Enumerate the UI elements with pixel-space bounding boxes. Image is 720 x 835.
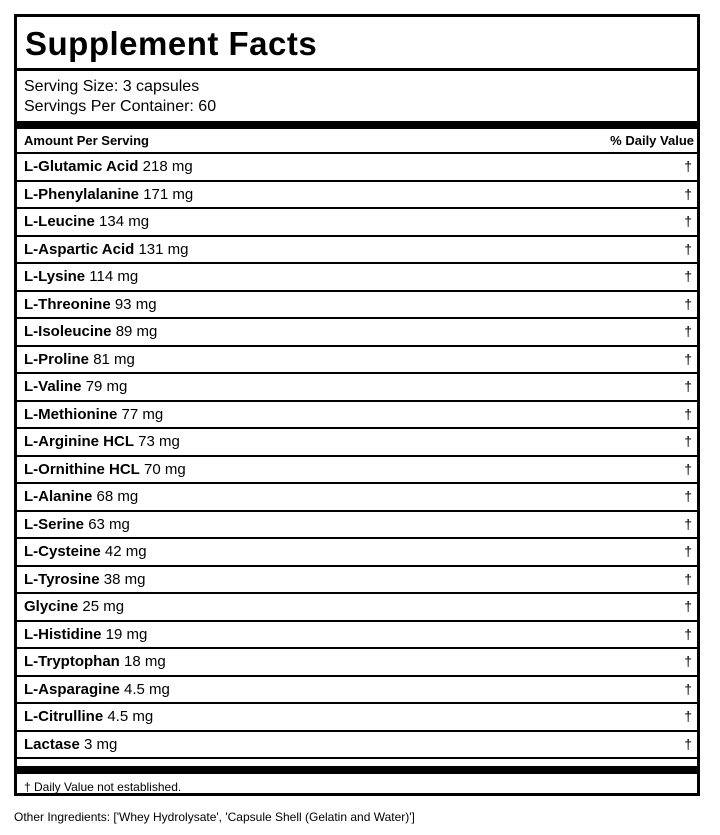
ingredient-name-amount bbox=[24, 319, 157, 344]
ingredient-name: L-Leucine bbox=[24, 213, 95, 230]
ingredient-name-amount bbox=[24, 704, 153, 729]
daily-value-dagger: † bbox=[684, 625, 692, 642]
daily-value-dagger: † bbox=[684, 735, 692, 752]
ingredient-name-amount bbox=[24, 402, 163, 427]
daily-value-dagger: † bbox=[684, 570, 692, 587]
daily-value-dagger: † bbox=[684, 708, 692, 724]
ingredient-name: L-Lysine bbox=[24, 268, 86, 285]
ingredient-name: L-Aspartic Acid bbox=[24, 240, 135, 258]
ingredient-name-amount bbox=[24, 512, 130, 537]
ingredient-name: Lactase bbox=[24, 735, 80, 753]
ingredient-name: L-Cysteine bbox=[24, 543, 101, 560]
ingredient-row bbox=[17, 457, 697, 485]
ingredient-amount: 42 mg bbox=[104, 543, 147, 560]
ingredient-row bbox=[17, 154, 697, 182]
ingredient-name: L-Histidine bbox=[24, 625, 102, 643]
daily-value-dagger: † bbox=[684, 680, 692, 697]
thick-divider-top bbox=[17, 121, 697, 129]
daily-value-dagger: † bbox=[684, 158, 692, 174]
ingredient-amount: 70 mg bbox=[144, 460, 186, 478]
ingredient-name-amount bbox=[24, 484, 138, 509]
ingredient-name: L-Threonine bbox=[24, 295, 111, 313]
daily-value-header: % Daily Value bbox=[610, 133, 694, 148]
ingredient-name: L-Serine bbox=[24, 515, 85, 533]
ingredient-amount: 63 mg bbox=[88, 515, 130, 533]
daily-value-dagger: † bbox=[684, 653, 692, 669]
daily-value-dagger: † bbox=[684, 433, 692, 449]
ingredient-amount: 81 mg bbox=[93, 350, 135, 368]
ingredient-name-amount bbox=[24, 292, 157, 317]
ingredient-row bbox=[17, 704, 697, 732]
ingredient-row bbox=[17, 512, 697, 540]
ingredient-row bbox=[17, 319, 697, 347]
ingredient-name-amount bbox=[24, 429, 180, 454]
daily-value-dagger: † bbox=[684, 543, 692, 559]
ingredient-row bbox=[17, 209, 697, 237]
ingredient-name-amount bbox=[24, 237, 189, 262]
ingredient-amount: 3 mg bbox=[84, 735, 118, 753]
ingredient-row bbox=[17, 402, 697, 430]
ingredient-name: L-Valine bbox=[24, 378, 82, 395]
ingredient-name-amount bbox=[24, 457, 186, 482]
ingredient-list bbox=[17, 154, 697, 759]
daily-value-dagger: † bbox=[684, 268, 692, 284]
ingredient-amount: 77 mg bbox=[121, 405, 164, 423]
ingredient-name: L-Citrulline bbox=[24, 708, 104, 725]
daily-value-dagger: † bbox=[684, 240, 692, 257]
ingredient-amount: 89 mg bbox=[115, 323, 158, 340]
ingredient-row bbox=[17, 237, 697, 265]
ingredient-row bbox=[17, 732, 697, 760]
daily-value-dagger: † bbox=[684, 405, 692, 422]
ingredient-amount: 131 mg bbox=[138, 240, 189, 258]
ingredient-amount: 18 mg bbox=[124, 653, 166, 670]
ingredient-amount: 134 mg bbox=[99, 213, 150, 230]
ingredient-amount: 4.5 mg bbox=[107, 708, 154, 725]
ingredient-name-amount bbox=[24, 182, 193, 207]
amount-per-serving-header: Amount Per Serving bbox=[24, 133, 149, 148]
ingredient-name-amount bbox=[24, 347, 135, 372]
ingredient-name: L-Glutamic Acid bbox=[24, 158, 139, 175]
ingredient-amount: 171 mg bbox=[143, 185, 194, 203]
ingredient-name-amount bbox=[24, 677, 170, 702]
daily-value-dagger: † bbox=[684, 350, 692, 367]
daily-value-dagger: † bbox=[684, 460, 692, 477]
ingredient-row bbox=[17, 539, 697, 567]
daily-value-dagger: † bbox=[684, 378, 692, 394]
ingredient-name: L-Proline bbox=[24, 350, 90, 368]
other-ingredients: Other Ingredients: ['Whey Hydrolysate', 'Capsule Shell (Gelatin and Water)'] bbox=[14, 810, 415, 824]
ingredient-amount: 114 mg bbox=[89, 268, 139, 285]
ingredient-row bbox=[17, 292, 697, 320]
ingredient-name-amount bbox=[24, 154, 193, 179]
ingredient-name: Glycine bbox=[24, 598, 79, 615]
ingredient-name-amount bbox=[24, 622, 147, 647]
ingredient-name-amount bbox=[24, 567, 145, 592]
thick-divider-bottom bbox=[17, 766, 697, 774]
column-header-row bbox=[17, 130, 697, 154]
ingredient-amount: 38 mg bbox=[103, 570, 146, 588]
label-title: Supplement Facts bbox=[17, 17, 697, 71]
footnote: † Daily Value not established. bbox=[24, 780, 182, 794]
ingredient-row bbox=[17, 567, 697, 595]
ingredient-row bbox=[17, 374, 697, 402]
ingredient-name: L-Arginine HCL bbox=[24, 433, 134, 450]
ingredient-name-amount bbox=[24, 374, 127, 399]
daily-value-dagger: † bbox=[684, 185, 692, 202]
ingredient-name-amount bbox=[24, 209, 149, 234]
ingredient-row bbox=[17, 594, 697, 622]
ingredient-row bbox=[17, 347, 697, 375]
ingredient-amount: 218 mg bbox=[142, 158, 193, 175]
ingredient-name: L-Ornithine HCL bbox=[24, 460, 140, 478]
ingredient-amount: 19 mg bbox=[105, 625, 148, 643]
ingredient-name: L-Alanine bbox=[24, 488, 93, 505]
serving-size: Serving Size: 3 capsules bbox=[24, 78, 200, 95]
ingredient-name-amount bbox=[24, 732, 117, 757]
daily-value-dagger: † bbox=[684, 488, 692, 504]
ingredient-row bbox=[17, 264, 697, 292]
ingredient-amount: 25 mg bbox=[82, 598, 125, 615]
ingredient-row bbox=[17, 484, 697, 512]
supplement-facts-panel bbox=[14, 14, 700, 796]
servings-per-container: Servings Per Container: 60 bbox=[24, 98, 217, 115]
ingredient-amount: 93 mg bbox=[114, 295, 157, 313]
ingredient-name: L-Tryptophan bbox=[24, 653, 120, 670]
ingredient-name: L-Asparagine bbox=[24, 680, 120, 698]
ingredient-row bbox=[17, 429, 697, 457]
ingredient-name: L-Isoleucine bbox=[24, 323, 112, 340]
ingredient-name: L-Phenylalanine bbox=[24, 185, 140, 203]
ingredient-name: L-Tyrosine bbox=[24, 570, 100, 588]
daily-value-dagger: † bbox=[684, 213, 692, 229]
ingredient-name-amount bbox=[24, 264, 138, 289]
ingredient-row bbox=[17, 182, 697, 210]
daily-value-dagger: † bbox=[684, 598, 692, 614]
ingredient-amount: 4.5 mg bbox=[124, 680, 170, 698]
ingredient-name-amount bbox=[24, 594, 124, 619]
ingredient-row bbox=[17, 677, 697, 705]
daily-value-dagger: † bbox=[684, 295, 692, 312]
daily-value-dagger: † bbox=[684, 323, 692, 339]
ingredient-row bbox=[17, 622, 697, 650]
ingredient-amount: 79 mg bbox=[85, 378, 128, 395]
ingredient-name-amount bbox=[24, 539, 147, 564]
ingredient-amount: 73 mg bbox=[138, 433, 180, 450]
ingredient-amount: 68 mg bbox=[96, 488, 139, 505]
ingredient-name-amount bbox=[24, 649, 166, 674]
ingredient-name: L-Methionine bbox=[24, 405, 118, 423]
ingredient-row bbox=[17, 649, 697, 677]
serving-info bbox=[17, 71, 697, 123]
daily-value-dagger: † bbox=[684, 515, 692, 532]
